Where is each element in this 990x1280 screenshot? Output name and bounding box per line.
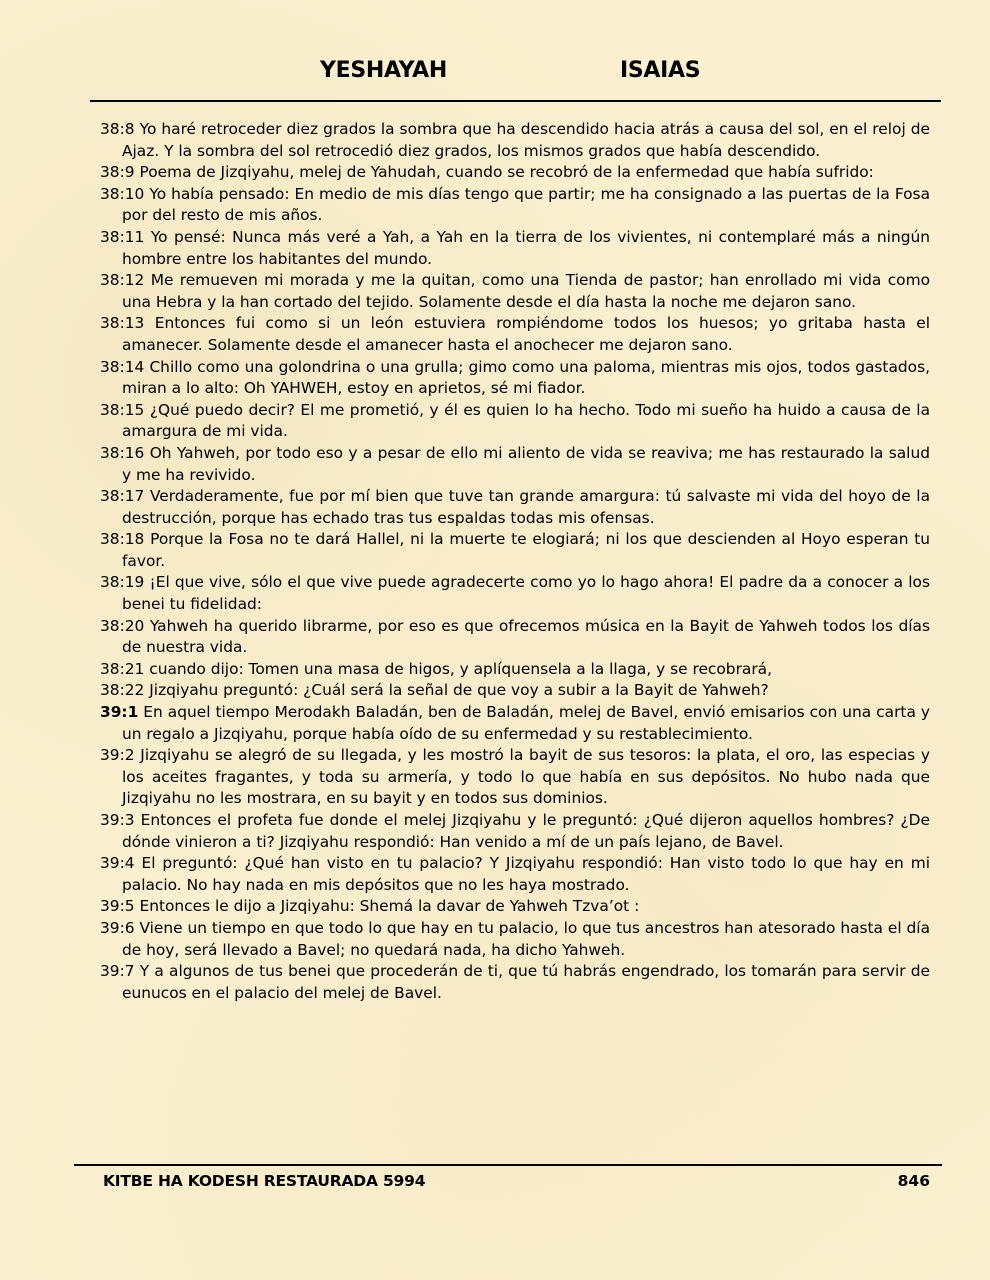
verse bbox=[100, 357, 930, 400]
verse bbox=[100, 853, 930, 896]
verse-reference: 38:9 bbox=[100, 163, 135, 182]
verse-text: Oh Yahweh, por todo eso y a pesar de ello mi aliento de vida se reaviva; me has restaurado la salud y me ha revivido. bbox=[122, 443, 930, 484]
verse-reference: 38:21 bbox=[100, 659, 145, 678]
verse-text: El preguntó: ¿Qué han visto en tu palacio? Y Jizqiyahu respondió: Han visto todo lo que hay en mi palacio. No hay nada en mis depósitos que no les haya mostrado. bbox=[122, 854, 930, 894]
verse-text: Y a algunos de tus benei que procederán de ti, que tú habrás engendrado, los tomarán para servir de eunucos en el palacio del melej de Bavel. bbox=[122, 962, 930, 1002]
verse bbox=[100, 529, 930, 572]
verse-reference: 38:8 bbox=[100, 120, 135, 138]
verse-reference: 39:7 bbox=[100, 962, 135, 981]
verse-reference: 39:6 bbox=[100, 918, 135, 937]
verse-text: Entonces el profeta fue donde el melej Jizqiyahu y le preguntó: ¿Qué dijeron aquellos hombres? ¿De dónde vinieron a ti? Jizqiyahu respondió: Han venido a mí de un país lejano, de Bavel. bbox=[122, 811, 930, 851]
verse bbox=[100, 486, 930, 529]
verse-text: cuando dijo: Tomen una masa de higos, y aplíquensela a la llaga, y se recobrará, bbox=[149, 659, 772, 678]
verse-text: Me remueven mi morada y me la quitan, como una Tienda de pastor; han enrollado mi vida como una Hebra y la han cortado del tejido. Solamente desde el día hasta la noche me dejaron sano. bbox=[122, 271, 930, 311]
verse-text: Yahweh ha querido librarme, por eso es que ofrecemos música en la Bayit de Yahweh todos los días de nuestra vida. bbox=[122, 616, 930, 657]
verse-text: Jizqiyahu preguntó: ¿Cuál será la señal de que voy a subir a la Bayit de Yahweh? bbox=[149, 681, 769, 700]
verse bbox=[100, 313, 930, 356]
verse bbox=[100, 810, 930, 853]
verse bbox=[100, 616, 930, 659]
verse bbox=[100, 961, 930, 1004]
running-header bbox=[0, 58, 990, 90]
verse bbox=[100, 918, 930, 961]
verse bbox=[100, 162, 930, 184]
verse bbox=[100, 896, 930, 918]
verse-reference: 38:18 bbox=[100, 530, 145, 549]
verse-text: En aquel tiempo Merodakh Baladán, ben de Baladán, melej de Bavel, envió emisarios con una carta y un regalo a Jizqiyahu, porque había oído de su enfermedad y su restablecimiento. bbox=[122, 703, 930, 743]
verse-text: Entonces le dijo a Jizqiyahu: Shemá la davar de Yahweh Tzva’ot : bbox=[139, 897, 640, 916]
verse-reference: 38:11 bbox=[100, 227, 145, 246]
verse-reference: 39:5 bbox=[100, 897, 135, 916]
verse-text: ¡El que vive, sólo el que vive puede agradecerte como yo lo hago ahora! El padre da a conocer a los benei tu fidelidad: bbox=[122, 573, 930, 614]
verse-reference: 38:20 bbox=[100, 616, 145, 635]
verse-reference: 39:1 bbox=[100, 703, 139, 722]
verse-text: Chillo como una golondrina o una grulla; gimo como una paloma, mientras mis ojos, todos gastados, miran a lo alto: Oh YAHWEH, estoy en aprietos, sé mi fiador. bbox=[122, 357, 930, 398]
verse-text: Porque la Fosa no te dará Hallel, ni la muerte te elogiará; ni los que descienden al Hoyo esperan tu favor. bbox=[122, 530, 930, 570]
footer-divider bbox=[74, 1164, 942, 1166]
verse-reference: 39:4 bbox=[100, 854, 135, 873]
verse-text: Poema de Jizqiyahu, melej de Yahudah, cuando se recobró de la enfermedad que había sufrido: bbox=[139, 163, 874, 182]
verse-text: Yo haré retroceder diez grados la sombra que ha descendido hacia atrás a causa del sol, en el reloj de Ajaz. Y la sombra del sol retrocedió diez grados, los mismos grados que había descendido. bbox=[122, 120, 930, 160]
scripture-text bbox=[100, 119, 930, 1004]
verse-reference: 38:16 bbox=[100, 443, 145, 462]
verse bbox=[100, 745, 930, 810]
header-book-title-hebrew: YESHAYAH bbox=[320, 58, 448, 83]
verse-reference: 38:12 bbox=[100, 271, 145, 290]
verse-text: Yo había pensado: En medio de mis días tengo que partir; me ha consignado a las puertas de la Fosa por del resto de mis años. bbox=[122, 184, 931, 225]
verse-reference: 38:17 bbox=[100, 487, 145, 506]
verse bbox=[100, 572, 930, 615]
header-book-title-spanish: ISAIAS bbox=[620, 58, 701, 83]
verse-reference: 39:2 bbox=[100, 746, 135, 765]
verse-reference: 38:22 bbox=[100, 681, 145, 700]
verse-reference: 38:19 bbox=[100, 573, 145, 592]
verse bbox=[100, 702, 930, 745]
verse bbox=[100, 443, 930, 486]
verse-reference: 38:14 bbox=[100, 357, 145, 376]
verse-text: Jizqiyahu se alegró de su llegada, y les mostró la bayit de sus tesoros: la plata, el oro, las especias y los aceites fragantes, y toda su armería, y todo lo que había en sus depósitos. No hubo nada que Jizqiyahu no les mostrara, en su bayit y en todos sus dominios. bbox=[122, 746, 930, 808]
verse-text: Verdaderamente, fue por mí bien que tuve tan grande amargura: tú salvaste mi vida del hoyo de la destrucción, porque has echado tras tus espaldas todas mis ofensas. bbox=[122, 487, 930, 527]
verse-reference: 38:13 bbox=[100, 314, 145, 333]
verse bbox=[100, 680, 930, 702]
verse bbox=[100, 184, 930, 227]
verse bbox=[100, 270, 930, 313]
page-number: 846 bbox=[897, 1172, 930, 1190]
verse-reference: 38:15 bbox=[100, 400, 145, 419]
verse bbox=[100, 227, 930, 270]
verse-reference: 39:3 bbox=[100, 811, 135, 829]
verse-text: ¿Qué puedo decir? El me prometió, y él es quien lo ha hecho. Todo mi sueño ha huido a causa de la amargura de mi vida. bbox=[122, 400, 930, 441]
header-divider bbox=[90, 100, 941, 102]
verse bbox=[100, 659, 930, 681]
verse-text: Entonces fui como si un león estuviera rompiéndome todos los huesos; yo gritaba hasta el amanecer. Solamente desde el amanecer hasta el anochecer me dejaron sano. bbox=[122, 314, 930, 354]
verse-reference: 38:10 bbox=[100, 184, 145, 203]
verse-text: Yo pensé: Nunca más veré a Yah, a Yah en la tierra de los vivientes, ni contemplaré más a ningún hombre entre los habitantes del mundo. bbox=[122, 227, 930, 268]
verse-text: Viene un tiempo en que todo lo que hay en tu palacio, lo que tus ancestros han atesorado hasta el día de hoy, será llevado a Bavel; no quedará nada, ha dicho Yahweh. bbox=[122, 918, 930, 959]
verse bbox=[100, 400, 930, 443]
verse bbox=[100, 119, 930, 162]
footer-edition-title: KITBE HA KODESH RESTAURADA 5994 bbox=[103, 1172, 426, 1190]
